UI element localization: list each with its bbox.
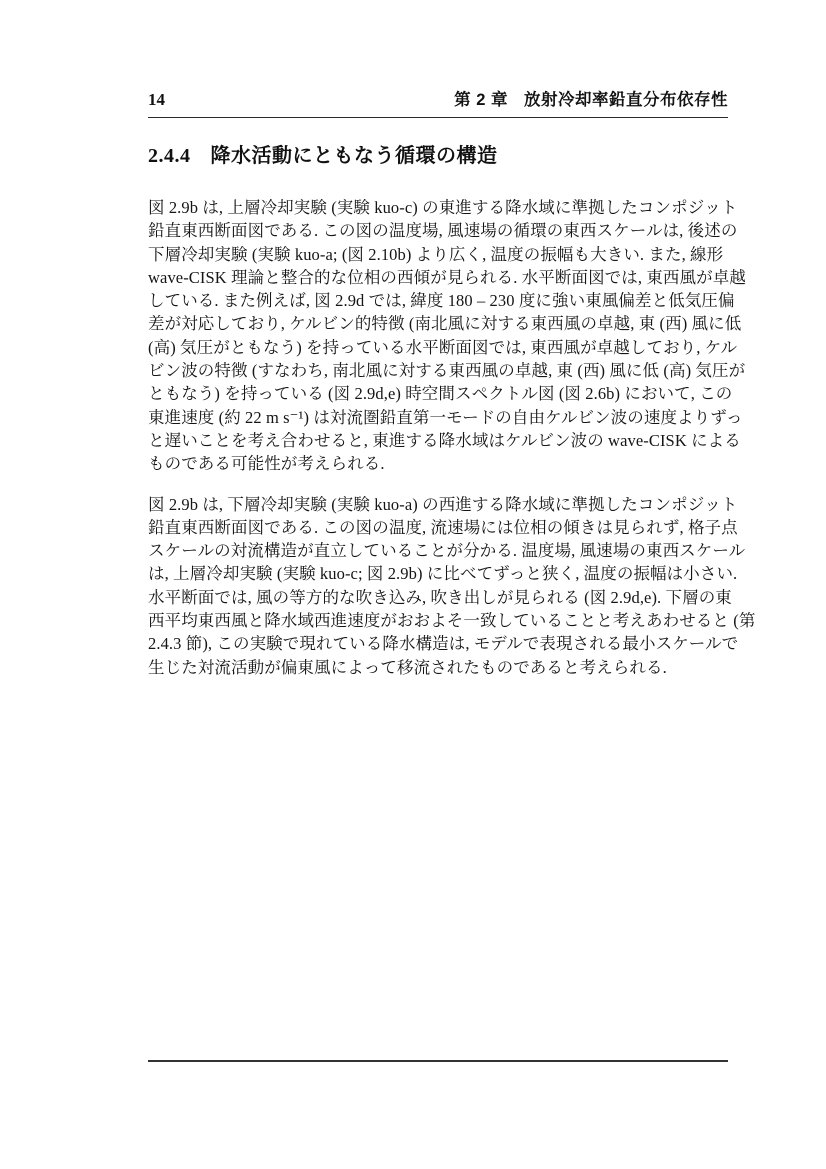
text-line: は, 上層冷却実験 (実験 kuo-c; 図 2.9b) に比べてずっと狭く, 温度の振幅は小さい. <box>148 564 738 584</box>
section-heading <box>148 139 728 168</box>
text-line: 図 2.9b は, 下層冷却実験 (実験 kuo-a) の西進する降水域に準拠したコンポジット <box>148 494 738 514</box>
page-header <box>148 86 728 118</box>
text-line: と遅いことを考え合わせると, 東進する降水域はケルビン波の wave-CISK による <box>148 430 741 450</box>
text-line: wave-CISK 理論と整合的な位相の西傾が見られる. 水平断面図では, 東西風が卓越 <box>148 267 746 287</box>
section-number: 2.4.4 <box>148 145 191 167</box>
text-line: スケールの対流構造が直立していることが分かる. 温度場, 風速場の東西スケール <box>148 541 746 561</box>
paragraph <box>148 196 746 476</box>
text-line: ともなう) を持っている (図 2.9d,e) 時空間スペクトル図 (図 2.6b) において, この <box>148 384 733 404</box>
text-line: 2.4.3 節), この実験で現れている降水構造は, モデルで表現される最小スケールで <box>148 634 739 654</box>
text-line: 水平断面では, 風の等方的な吹き込み, 吹き出しが見られる (図 2.9d,e). 下層の東 <box>148 587 732 607</box>
text-line: 差が対応しており, ケルビン的特徴 (南北風に対する東西風の卓越, 東 (西) 風に低 <box>148 314 742 334</box>
text-line: 東進速度 (約 22 m s⁻¹) は対流圏鉛直第一モードの自由ケルビン波の速度よりずっ <box>148 407 743 427</box>
section-title: 降水活動にともなう循環の構造 <box>210 145 498 167</box>
text-line: 鉛直東西断面図である. この図の温度場, 風速場の循環の東西スケールは, 後述の <box>148 221 738 241</box>
text-line: 西平均東西風と降水域西進速度がおおよそ一致していることと考えあわせると (第 <box>148 611 756 631</box>
body-text <box>148 196 756 696</box>
chapter-number-label: 第 2 章 <box>454 91 508 109</box>
text-line: 図 2.9b は, 上層冷却実験 (実験 kuo-c) の東進する降水域に準拠したコンポジット <box>148 198 738 217</box>
chapter-header <box>454 86 728 110</box>
paragraph <box>148 493 756 679</box>
footer-rule <box>148 1060 728 1062</box>
text-line: している. また例えば, 図 2.9d では, 緯度 180 – 230 度に強い東風偏差と低気圧偏 <box>148 291 735 311</box>
text-line: (高) 気圧がともなう) を持っている水平断面図では, 東西風が卓越しており, ケル <box>148 337 738 357</box>
text-line: ものである可能性が考えられる. <box>148 454 385 474</box>
text-line: ビン波の特徴 (すなわち, 南北風に対する東西風の卓越, 東 (西) 風に低 (高) 気圧が <box>148 361 746 381</box>
page-number: 14 <box>148 90 165 109</box>
chapter-title: 放射冷却率鉛直分布依存性 <box>524 91 728 109</box>
text-line: 鉛直東西断面図である. この図の温度, 流速場には位相の傾きは見られず, 格子点 <box>148 517 738 537</box>
text-line: 生じた対流活動が偏東風によって移流されたものであると考えられる. <box>148 657 667 677</box>
text-line: 下層冷却実験 (実験 kuo-a; (図 2.10b) より広く, 温度の振幅も大きい. また, 線形 <box>148 244 724 264</box>
